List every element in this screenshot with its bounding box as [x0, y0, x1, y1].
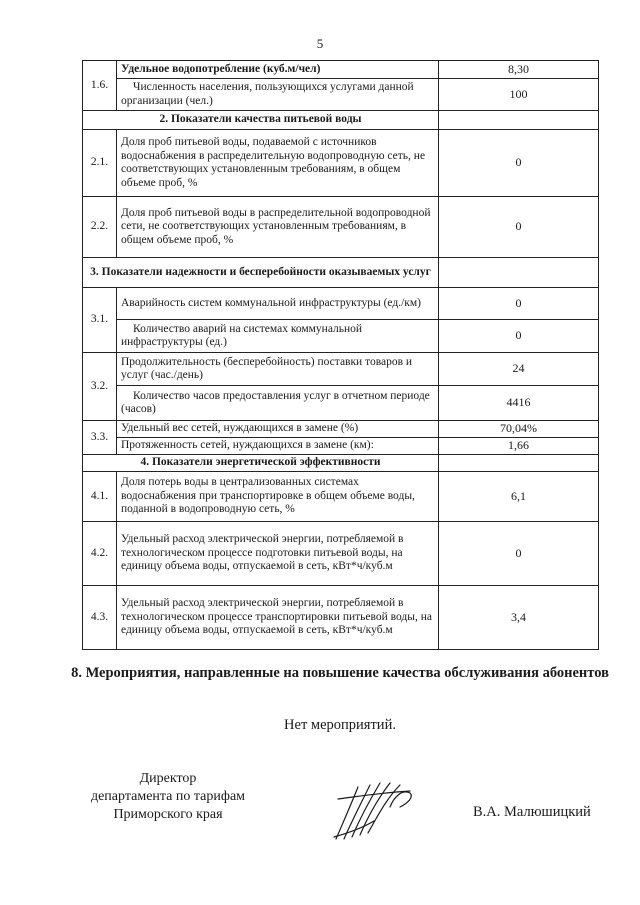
table-row: [83, 438, 599, 455]
signer-block: [78, 770, 258, 824]
row-label: Продолжительность (бесперебойность) поставки товаров и услуг (час./день): [117, 353, 439, 386]
row-number: 3.2.: [83, 353, 117, 421]
section-header-row: [83, 455, 599, 472]
row-label: Удельный вес сетей, нуждающихся в замене (%): [117, 421, 439, 438]
row-number: 3.1.: [83, 288, 117, 353]
table-row: [83, 61, 599, 79]
no-events-text: Нет мероприятий.: [284, 717, 396, 733]
row-value: 100: [439, 79, 599, 111]
row-label: Количество аварий на системах коммунальной инфраструктуры (ед.): [117, 320, 439, 353]
table-row: [83, 79, 599, 111]
signer-title: Директор: [139, 771, 197, 786]
row-number: 1.6.: [83, 61, 117, 111]
section-title: 2. Показатели качества питьевой воды: [83, 111, 439, 130]
row-value: 6,1: [439, 472, 599, 522]
table-row: [83, 421, 599, 438]
row-value: 70,04%: [439, 421, 599, 438]
row-value: 0: [439, 288, 599, 320]
handwritten-signature-icon: [328, 777, 418, 843]
row-label: Протяженность сетей, нуждающихся в замене (км):: [117, 438, 439, 455]
section-8-heading: 8. Мероприятия, направленные на повышение качества обслуживания абонентов: [71, 665, 609, 681]
row-label: Доля проб питьевой воды, подаваемой с источников водоснабжения в распределительную водопроводную сеть, не соответствующих установленным требованиям, в общем объеме проб, %: [117, 130, 439, 197]
table-row: [83, 472, 599, 522]
signer-department: департамента по тарифам: [90, 789, 246, 804]
row-value: 0: [439, 197, 599, 258]
section-title: 4. Показатели энергетической эффективности: [83, 455, 439, 472]
row-label: Удельный расход электрической энергии, потребляемой в технологическом процессе подготовки питьевой воды, на единицу объема воды, отпускаемой в сеть, кВт*ч/куб.м: [117, 522, 439, 586]
row-value: 24: [439, 353, 599, 386]
table-row: [83, 288, 599, 320]
row-number: 4.2.: [83, 522, 117, 586]
table-row: [83, 522, 599, 586]
row-value: 0: [439, 522, 599, 586]
row-label: Аварийность систем коммунальной инфраструктуры (ед./км): [117, 288, 439, 320]
row-value: 3,4: [439, 586, 599, 650]
indicators-table: [82, 60, 599, 650]
row-label: Удельный расход электрической энергии, потребляемой в технологическом процессе транспортировки питьевой воды, на единицу объема воды, отпускаемой в сеть, кВт*ч/куб.м: [117, 586, 439, 650]
row-value: 8,30: [439, 61, 599, 79]
section-header-row: [83, 258, 599, 288]
row-number: 3.3.: [83, 421, 117, 455]
section-title: 3. Показатели надежности и бесперебойности оказываемых услуг: [83, 258, 439, 288]
row-label: Численность населения, пользующихся услугами данной организации (чел.): [117, 79, 439, 111]
table-row: [83, 197, 599, 258]
row-number: 2.2.: [83, 197, 117, 258]
section-header-row: [83, 111, 599, 130]
table-row: [83, 386, 599, 421]
table-row: [83, 586, 599, 650]
row-label: Удельное водопотребление (куб.м/чел): [117, 61, 439, 79]
table-row: [83, 130, 599, 197]
signer-name: В.А. Малюшицкий: [473, 804, 591, 820]
row-number: 4.3.: [83, 586, 117, 650]
row-value: 4416: [439, 386, 599, 421]
table-row: [83, 353, 599, 386]
page-number: 5: [316, 36, 324, 51]
signer-region: Приморского края: [113, 807, 223, 822]
row-label: Доля проб питьевой воды в распределительной водопроводной сети, не соответствующих установленным требованиям, в общем объеме проб, %: [117, 197, 439, 258]
row-label: Количество часов предоставления услуг в отчетном периоде (часов): [117, 386, 439, 421]
row-number: 2.1.: [83, 130, 117, 197]
row-value: 1,66: [439, 438, 599, 455]
row-value: 0: [439, 320, 599, 353]
table-row: [83, 320, 599, 353]
row-label: Доля потерь воды в централизованных системах водоснабжения при транспортировке в общем объеме воды, поданной в водопроводную сеть, %: [117, 472, 439, 522]
row-number: 4.1.: [83, 472, 117, 522]
row-value: 0: [439, 130, 599, 197]
